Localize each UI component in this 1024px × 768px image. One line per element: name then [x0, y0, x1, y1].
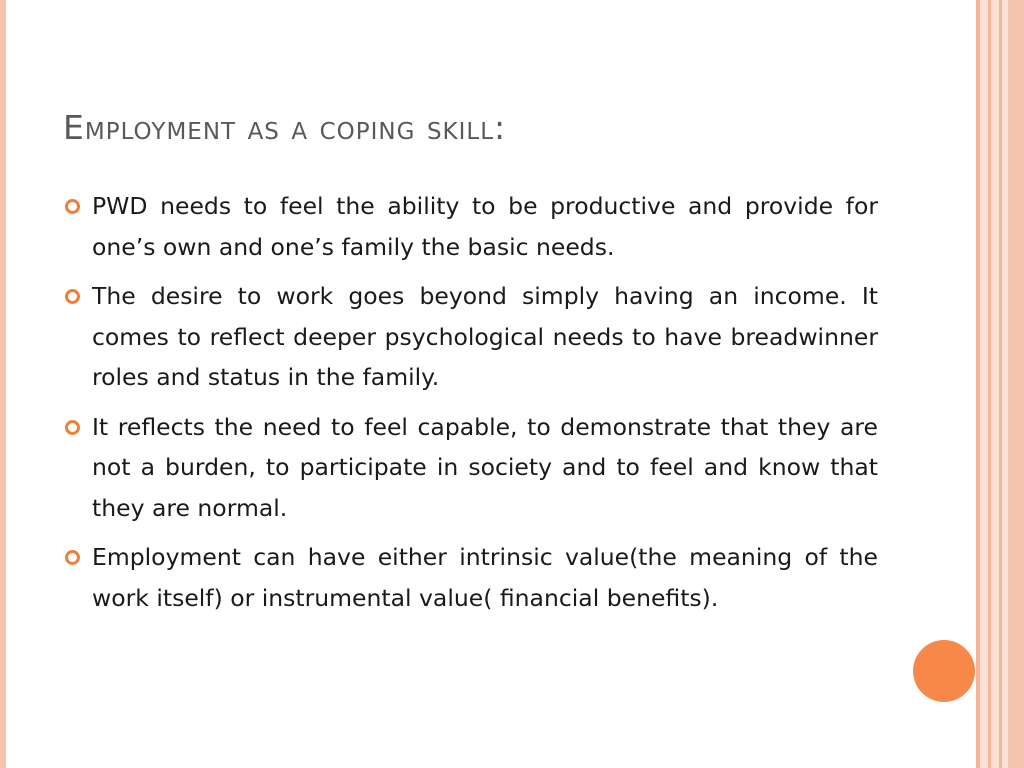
bullet-text: Employment can have either intrinsic value(the meaning of the work itself) or instrumental value( financial benefits). [92, 543, 878, 612]
stripe [1008, 0, 1024, 768]
ring-bullet-icon [65, 289, 80, 304]
bullet-item [62, 407, 878, 529]
ring-bullet-icon [65, 420, 80, 435]
decorative-circle [913, 640, 975, 702]
stripe [991, 0, 999, 768]
slide-title: Employment as a coping skill: [63, 108, 507, 147]
bullet-text: PWD needs to feel the ability to be productive and provide for one’s own and one’s family the basic needs. [92, 192, 878, 261]
bullet-text: It reflects the need to feel capable, to demonstrate that they are not a burden, to participate in society and to feel and know that they are normal. [92, 412, 878, 522]
bullet-item [62, 537, 878, 618]
bullet-text: The desire to work goes beyond simply having an income. It comes to reflect deeper psychological needs to have breadwinner roles and status in the family. [92, 282, 878, 391]
right-stripes-decoration [976, 0, 1024, 768]
bullet-list [62, 186, 878, 627]
bullet-item [62, 186, 878, 267]
bullet-item [62, 276, 878, 398]
stripe [980, 0, 988, 768]
ring-bullet-icon [65, 550, 80, 565]
ring-bullet-icon [65, 199, 80, 214]
left-border [0, 0, 6, 768]
